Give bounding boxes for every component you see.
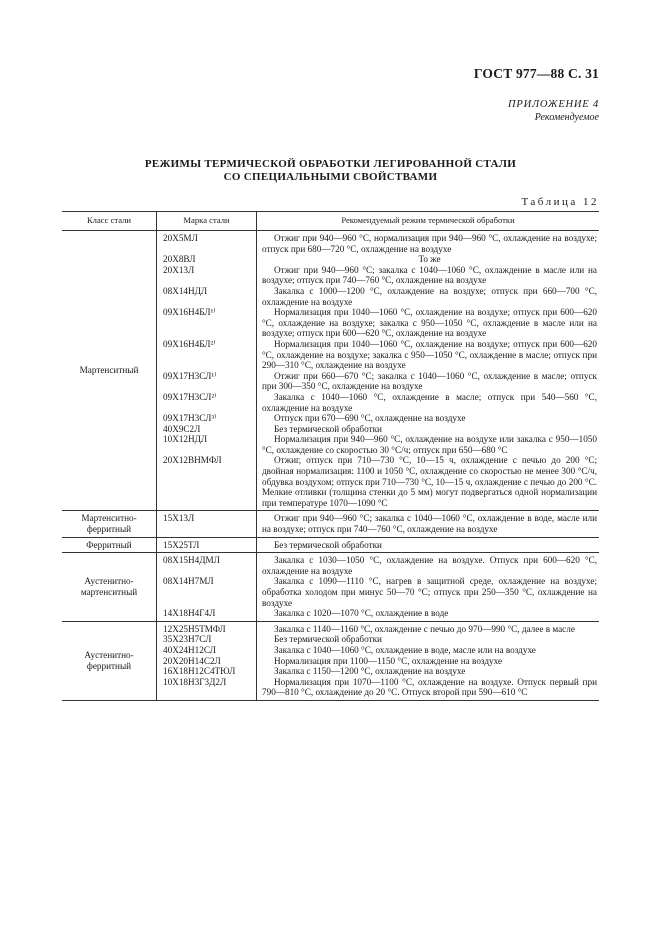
- treatment-mode: Закалка с 1040—1060 °С, охлаждение в воде, масле или на воздухе: [274, 644, 536, 655]
- steel-grade: 20Х12ВНМФЛ: [163, 455, 222, 466]
- treatment-mode: Закалка с 1150—1200 °С, охлаждение на воздухе: [274, 666, 466, 677]
- class-group-row: [62, 537, 599, 553]
- treatment-mode: Без термической обработки: [274, 634, 382, 645]
- treatment-mode: Закалка с 1140—1160 °С, охлаждение с печью до 970—990 °С, далее в масле: [274, 623, 575, 634]
- treatment-mode: Без термической обработки: [274, 423, 382, 434]
- steel-grade: 08Х15Н4ДМЛ: [163, 555, 220, 566]
- treatment-mode: Закалка с 1090—1110 °С, нагрев в защитной среде, охлаждение на воздухе; обработка холодом при минус 50—70 °С; отпуск при 250—350 °С, охлаждение на воздухе: [262, 576, 597, 608]
- treatment-mode: Закалка с 1030—1050 °С, охлаждение на воздухе. Отпуск при 600—620 °С, охлаждение на воздухе: [262, 555, 597, 576]
- treatment-mode: Отжиг при 940—960 °С; закалка с 1040—1060 °С, охлаждение в воде, масле или на воздухе; отпуск при 740—760 °С, охлаждение на воздухе: [262, 513, 597, 535]
- steel-class-cell: Мартенситный: [79, 365, 139, 376]
- steel-grade: 14Х18Н4Г4Л: [163, 608, 216, 619]
- appendix-title: ПРИЛОЖЕНИЕ 4: [508, 99, 599, 110]
- heat-treatment-table: [62, 211, 599, 701]
- steel-grade: 09Х16Н4БЛ²⁾: [163, 338, 216, 349]
- appendix-subtitle: Рекомендуемое: [534, 112, 599, 123]
- steel-grade-cell: [157, 537, 257, 553]
- column-header-class: Класс стали: [62, 212, 157, 231]
- steel-grade: 08Х14Н7МЛ: [163, 576, 214, 587]
- treatment-mode: Закалка с 1020—1070 °С, охлаждение в воде: [274, 608, 449, 619]
- steel-grade-cell: [157, 511, 257, 537]
- steel-grade: 09Х16Н4БЛ¹⁾: [163, 307, 216, 318]
- treatment-mode: Отжиг при 940—960 °С; закалка с 1040—1060 °С, охлаждение в масле или на воздухе; отпуск при 740—760 °С, охлаждение на воздухе: [262, 264, 597, 286]
- class-group-row: [62, 231, 599, 511]
- steel-grade: 20Х13Л: [163, 264, 195, 275]
- steel-grade-cell: [157, 553, 257, 622]
- steel-grade-cell: [157, 621, 257, 700]
- class-group-row: [62, 511, 599, 537]
- steel-grade: 15Х25ТЛ: [163, 539, 200, 550]
- treatment-mode: Нормализация при 1040—1060 °С, охлаждение на воздухе; отпуск при 600—620 °С, охлаждение на воздухе; закалка с 950—1050 °С, охлаждение в масле; отпуск при 290—310 °С, охлаждение на воздухе: [262, 338, 597, 371]
- treatment-mode: Нормализация при 940—960 °С, охлаждение на воздухе или закалка с 950—1050 °С, охлаждение со скоростью 30 °С/ч; отпуск при 650—680 °С: [262, 434, 597, 455]
- class-group-row: [62, 621, 599, 700]
- column-header-grade: Марка стали: [157, 212, 257, 231]
- document-title-line-2: СО СПЕЦИАЛЬНЫМИ СВОЙСТВАМИ: [223, 171, 438, 183]
- class-group-row: [62, 553, 599, 622]
- steel-grade: 09Х17Н3СЛ²⁾: [163, 391, 217, 402]
- treatment-mode: Отжиг, отпуск при 710—730 °С, 10—15 ч, охлаждение с печью до 200 °С; двойная нормализация: 1100 и 1050 °С, охлаждение со скоростью не менее 300 °С/ч, обдувка воздухом; отпуск при 710—730 °С, 10—15 ч, охлаждение с печью до 200 °С. Мелкие отливки (толщина стенки до 5 мм) могут подвергаться одной нормализации при температуре 1070—1090 °С: [262, 455, 597, 508]
- steel-grade: 10Х18Н3Г3Д2Л: [163, 676, 227, 687]
- page-header: ГОСТ 977—88 С. 31: [473, 66, 599, 81]
- steel-class-cell: Ферритный: [62, 537, 157, 553]
- steel-grade: 08Х14НДЛ: [163, 285, 208, 296]
- steel-class-cell: Аустенитно-мартенситный: [62, 553, 157, 622]
- steel-grade-cell: [157, 231, 257, 511]
- steel-grade: 20Х8ВЛ: [163, 254, 196, 265]
- treatment-mode: Закалка с 1000—1200 °С, охлаждение на воздухе; отпуск при 660—700 °С, охлаждение на воздухе: [262, 285, 597, 307]
- treatment-mode-cell: [257, 621, 600, 700]
- document-title: [0, 158, 661, 184]
- column-header-mode: Рекомендуемый режим термической обработки: [257, 212, 600, 231]
- steel-grade: 20Х5МЛ: [163, 233, 198, 243]
- treatment-mode: Закалка с 1040—1060 °С, охлаждение в масле; отпуск при 540—560 °С, охлаждение на воздухе: [262, 391, 597, 413]
- steel-grade: 20Х20Н14С2Л: [163, 655, 221, 666]
- table-label: Таблица 12: [521, 196, 599, 208]
- treatment-mode: Нормализация при 1100—1150 °С, охлаждение на воздухе: [274, 655, 503, 666]
- treatment-mode-cell: [257, 511, 600, 537]
- treatment-mode-cell: [257, 231, 600, 511]
- treatment-mode: Нормализация при 1070—1100 °С, охлаждение на воздухе. Отпуск первый при 790—810 °С, охлаждение до 20 °С. Отпуск второй при 590—610 °С: [262, 676, 597, 698]
- treatment-mode: Нормализация при 1040—1060 °С, охлаждение на воздухе; отпуск при 600—620 °С, охлаждение на воздухе; закалка с 950—1050 °С, охлаждение в масле или на воздухе; отпуск при 600—620 °С, охлаждение на воздухе: [262, 307, 597, 339]
- table-header-row: [62, 212, 599, 231]
- treatment-mode: Без термической обработки: [274, 539, 382, 550]
- steel-grade: 15Х13Л: [163, 513, 195, 524]
- treatment-mode-cell: [257, 537, 600, 553]
- steel-class-cell: Мартенситно-ферритный: [62, 511, 157, 537]
- appendix-block: [508, 98, 599, 124]
- treatment-mode: То же: [418, 254, 441, 265]
- treatment-mode: Отжиг при 940—960 °С, нормализация при 940—960 °С, охлаждение на воздухе; отпуск при 680—720 °С, охлаждение на воздухе: [262, 233, 597, 254]
- table-body: [62, 231, 599, 701]
- steel-grade: 12Х25Н5ТМФЛ: [163, 623, 226, 634]
- steel-grade: 10Х12НДЛ: [163, 434, 208, 445]
- steel-grade: 16Х18Н12С4ТЮЛ: [163, 666, 236, 677]
- steel-grade: 09Х17Н3СЛ³⁾: [163, 413, 217, 424]
- document-title-line-1: РЕЖИМЫ ТЕРМИЧЕСКОЙ ОБРАБОТКИ ЛЕГИРОВАННОЙ СТАЛИ: [144, 158, 517, 170]
- steel-grade: 40Х9С2Л: [163, 423, 201, 434]
- steel-class-cell: Аустенитно-ферритный: [62, 621, 157, 700]
- steel-grade: 35Х23Н7СЛ: [163, 634, 212, 645]
- treatment-mode: Отпуск при 670—690 °С, охлаждение на воздухе: [274, 413, 466, 424]
- steel-grade: 09Х17Н3СЛ¹⁾: [163, 370, 217, 381]
- treatment-mode: Отжиг при 660—670 °С; закалка с 1040—1060 °С, охлаждение в масле; отпуск при 300—350 °С, охлаждение на воздухе: [262, 370, 597, 392]
- steel-grade: 40Х24Н12СЛ: [163, 644, 216, 655]
- treatment-mode-cell: [257, 553, 600, 622]
